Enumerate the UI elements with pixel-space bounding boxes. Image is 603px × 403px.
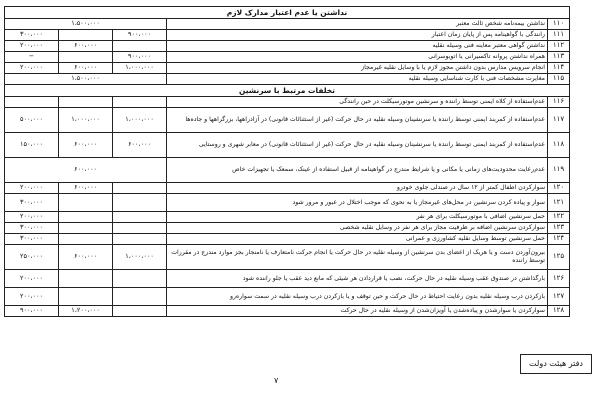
fine-amount-1 xyxy=(113,97,167,108)
violation-description: بارگذاشتن در صندوق عقب وسیله نقلیه در حال حرکت، نصب یا قراردادن هر شیئی که مانع دید عقب یا جلو راننده شود xyxy=(167,270,548,288)
table-row xyxy=(5,306,570,317)
violation-description: حمل سرنشین توسط وسایل نقلیه کشاورزی و عمرانی xyxy=(167,234,548,245)
fine-amount-all: ۱،۵۰۰،۰۰۰ xyxy=(5,74,167,85)
section-header xyxy=(5,7,570,19)
row-number: ۱۲۶ xyxy=(548,270,570,288)
fine-amount-3: ۲۰۰،۰۰۰ xyxy=(5,288,59,306)
office-stamp: دفتر هیئت دولت xyxy=(520,354,592,374)
fine-amount-2: ۶۰۰،۰۰۰ xyxy=(59,63,113,74)
fines-table-body xyxy=(5,7,570,317)
table-row xyxy=(5,212,570,223)
fine-amount-1 xyxy=(113,288,167,306)
row-number: ۱۲۰ xyxy=(548,183,570,194)
violation-description: سوارکردن اطفال کمتر از ۱۲ سال در صندلی جلوی خودرو xyxy=(167,183,548,194)
table-row xyxy=(5,245,570,270)
table-row xyxy=(5,234,570,245)
row-number: ۱۱۴ xyxy=(548,63,570,74)
fine-amount-2 xyxy=(59,270,113,288)
row-number: ۱۱۶ xyxy=(548,97,570,108)
fine-amount-3: ۳۰۰،۰۰۰ xyxy=(5,234,59,245)
fine-amount-all: ۱،۵۰۰،۰۰۰ xyxy=(5,19,167,30)
fine-amount-1: ۹۰۰،۰۰۰ xyxy=(113,30,167,41)
table-row xyxy=(5,30,570,41)
row-number: ۱۱۰ xyxy=(548,19,570,30)
row-number: ۱۱۱ xyxy=(548,30,570,41)
table-row xyxy=(5,63,570,74)
fine-amount-1 xyxy=(113,234,167,245)
fine-amount-3: ۲۰۰،۰۰۰ xyxy=(5,63,59,74)
fine-amount-1 xyxy=(113,183,167,194)
violation-description: سوار و پیاده کردن سرنشین در محل‌های غیرمجاز یا به نحوی که موجب اختلال در عبور و مرور شود xyxy=(167,194,548,212)
fine-amount-3: ۲۰۰،۰۰۰ xyxy=(5,41,59,52)
fine-amount-2 xyxy=(59,223,113,234)
fine-amount-3: ۲۵۰،۰۰۰ xyxy=(5,245,59,270)
fine-amount-2: ۱،۰۰۰،۰۰۰ xyxy=(59,108,113,133)
section-header xyxy=(5,85,570,97)
section-title: نداشتن یا عدم اعتبار مدارک لازم xyxy=(5,7,570,19)
table-row xyxy=(5,158,570,183)
fine-amount-3: − xyxy=(5,52,59,63)
fine-amount-3: ۹۰۰،۰۰۰ xyxy=(5,306,59,317)
row-number: ۱۱۵ xyxy=(548,74,570,85)
row-number: ۱۱۳ xyxy=(548,52,570,63)
fine-amount-1: ۱،۰۰۰،۰۰۰ xyxy=(113,63,167,74)
fine-amount-2 xyxy=(59,212,113,223)
fine-amount-3: ۳۰۰،۰۰۰ xyxy=(5,223,59,234)
violation-description: نداشتن بیمه‌نامه شخص ثالث معتبر xyxy=(167,19,548,30)
fine-amount-2 xyxy=(59,194,113,212)
fine-amount-1 xyxy=(113,306,167,317)
table-row xyxy=(5,270,570,288)
row-number: ۱۲۸ xyxy=(548,306,570,317)
fine-amount-1: ۱،۰۰۰،۰۰۰ xyxy=(113,108,167,133)
row-number: ۱۱۸ xyxy=(548,133,570,158)
row-number: ۱۱۹ xyxy=(548,158,570,183)
violation-description: بازکردن درب وسیله نقلیه بدون رعایت احتیاط در حال حرکت و حین توقف و یا بازکردن درب وسیله نقلیه در سمت سواره‌رو xyxy=(167,288,548,306)
violation-description: نداشتن گواهی معتبر معاینه فنی وسیله نقلیه xyxy=(167,41,548,52)
table-row xyxy=(5,183,570,194)
table-row xyxy=(5,108,570,133)
fines-table-page xyxy=(4,6,570,317)
table-row xyxy=(5,288,570,306)
fine-amount-3: ۳۰۰،۰۰۰ xyxy=(5,30,59,41)
table-row xyxy=(5,52,570,63)
row-number: ۱۲۷ xyxy=(548,288,570,306)
violation-description: حمل سرنشین اضافی با موتورسیکلت برای هر نفر xyxy=(167,212,548,223)
fine-amount-1 xyxy=(113,270,167,288)
fine-amount-2 xyxy=(59,288,113,306)
fine-amount-3: ۵۰۰،۰۰۰ xyxy=(5,108,59,133)
row-number: ۱۲۴ xyxy=(548,234,570,245)
violation-description: انجام سرویس مدارس بدون داشتن مجوز لازم یا با وسایل نقلیه غیرمجاز xyxy=(167,63,548,74)
fine-amount-2: ۶۰۰،۰۰۰ xyxy=(59,41,113,52)
fine-amount-2: ۱،۲۰۰،۰۰۰ xyxy=(59,306,113,317)
section-title: تخلفات مرتبط با سرنشین xyxy=(5,85,570,97)
violation-description: عدم‌استفاده از کلاه ایمنی توسط راننده و سرنشین موتورسیکلت در حین رانندگی xyxy=(167,97,548,108)
violation-description: بیرون‌آوردن دست و یا هریک از اعضای بدن سرنشین از وسیله نقلیه در حال حرکت یا انجام حرکت نامتعارف یا نامنجار بجز موارد مندرج در مقررات توسط راننده xyxy=(167,245,548,270)
table-row xyxy=(5,194,570,212)
page-number: ۷ xyxy=(274,376,279,385)
fine-amount-all: ۶۰۰،۰۰۰ xyxy=(5,158,167,183)
fines-table xyxy=(4,6,570,317)
fine-amount-1: ۶۰۰،۰۰۰ xyxy=(113,133,167,158)
violation-description: مغایرت مشخصات فنی با کارت شناسایی وسیله نقلیه xyxy=(167,74,548,85)
row-number: ۱۱۲ xyxy=(548,41,570,52)
fine-amount-1 xyxy=(113,223,167,234)
fine-amount-3: ۲۰۰،۰۰۰ xyxy=(5,212,59,223)
fine-amount-2 xyxy=(59,97,113,108)
table-row xyxy=(5,133,570,158)
violation-description: عدم‌استفاده از کمربند ایمنی توسط راننده یا سرنشینان وسیله نقلیه در حال حرکت (غیر از استثنائات قانونی) در آزادراهها، بزرگراهها و جاده‌ها xyxy=(167,108,548,133)
fine-amount-3: ۲۰۰،۰۰۰ xyxy=(5,183,59,194)
violation-description: همراه نداشتن پروانه تاکسیرانی یا اتوبوسرانی xyxy=(167,52,548,63)
table-row xyxy=(5,41,570,52)
fine-amount-2 xyxy=(59,30,113,41)
fine-amount-3: ۱۵۰،۰۰۰ xyxy=(5,133,59,158)
fine-amount-2: ۶۰۰،۰۰۰ xyxy=(59,245,113,270)
violation-description: عدم‌رعایت محدودیت‌های زمانی یا مکانی و یا شرایط مندرج در گواهینامه از قبیل استفاده از عینک، سمعک یا تجهیزات خاص xyxy=(167,158,548,183)
row-number: ۱۲۵ xyxy=(548,245,570,270)
fine-amount-1 xyxy=(113,212,167,223)
table-row xyxy=(5,97,570,108)
fine-amount-3: ۳۰۰،۰۰۰ xyxy=(5,194,59,212)
table-row xyxy=(5,223,570,234)
violation-description: سوارکردن یا سوارشدن و پیاده‌شدن یا آویزان‌شدن از وسیله نقلیه در حال حرکت xyxy=(167,306,548,317)
fine-amount-1: ۱،۰۰۰،۰۰۰ xyxy=(113,245,167,270)
fine-amount-3: ۲۰۰،۰۰۰ xyxy=(5,270,59,288)
row-number: ۱۲۲ xyxy=(548,212,570,223)
fine-amount-1 xyxy=(113,194,167,212)
fine-amount-1 xyxy=(113,41,167,52)
fine-amount-3 xyxy=(5,97,59,108)
row-number: ۱۲۳ xyxy=(548,223,570,234)
fine-amount-2: ۶۰۰،۰۰۰ xyxy=(59,133,113,158)
table-row xyxy=(5,74,570,85)
fine-amount-1: ۹۰۰،۰۰۰ xyxy=(113,52,167,63)
fine-amount-2: ۶۰۰،۰۰۰ xyxy=(59,183,113,194)
violation-description: رانندگی با گواهینامه پس از پایان زمان اعتبار xyxy=(167,30,548,41)
fine-amount-2 xyxy=(59,234,113,245)
violation-description: عدم‌استفاده از کمربند ایمنی توسط راننده یا سرنشینان وسیله نقلیه در حال حرکت (غیر از استثنائات قانونی) در معابر شهری و روستایی xyxy=(167,133,548,158)
violation-description: سوارکردن سرنشین اضافه بر ظرفیت مجاز برای هر نفر در وسایل نقلیه شخصی xyxy=(167,223,548,234)
table-row xyxy=(5,19,570,30)
fine-amount-2 xyxy=(59,52,113,63)
row-number: ۱۲۱ xyxy=(548,194,570,212)
row-number: ۱۱۷ xyxy=(548,108,570,133)
